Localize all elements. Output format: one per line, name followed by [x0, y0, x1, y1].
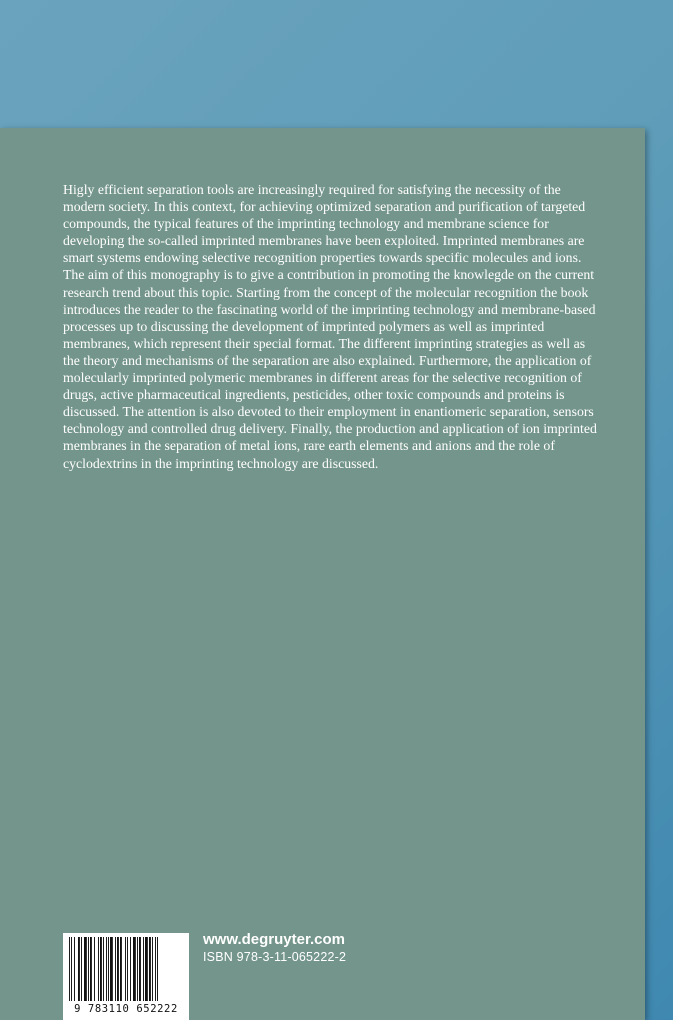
- barcode-bar: [84, 937, 87, 1001]
- back-cover: [0, 128, 645, 1020]
- barcode-bar: [145, 937, 148, 1001]
- isbn-number: ISBN 978-3-11-065222-2: [203, 950, 347, 964]
- barcode-bar: [130, 937, 131, 1001]
- barcode-bar: [157, 937, 158, 1001]
- barcode-bar: [106, 937, 107, 1001]
- barcode-bar: [155, 937, 156, 1001]
- barcode-bar: [117, 937, 119, 1001]
- barcode-bar: [137, 937, 138, 1001]
- barcode-bar: [115, 937, 116, 1001]
- barcode-bar: [90, 937, 92, 1001]
- barcode-bar: [69, 937, 70, 1001]
- barcode-bar: [108, 937, 109, 1001]
- barcode-bar: [120, 937, 122, 1001]
- cover-blurb: Higly efficient separation tools are increasingly required for satisfying the necessity of the modern society. In this context, for achieving optimized separation and purification of targeted compounds, the typical features of the imprinting technology and membrane science for developing the so-called imprinted membranes have been exploited. Imprinted membranes are smart systems endowing selective recognition properties towards specific molecules and ions. The aim of this monography is to give a contribution in promoting the knowlegde on the current research trend about this topic. Starting from the concept of the molecular recognition the book introduces the reader to the fascinating world of the imprinting technology and membrane-based processes up to discussing the development of imprinted polymers as well as imprinted membranes, which represent their special format. The different imprinting strategies as well as the theory and mechanisms of the separation are also explained. Furthermore, the application of molecularly imprinted polymeric membranes in different areas for the selective recognition of drugs, active pharmaceutical ingredients, pesticides, other toxic compounds and proteins is discussed. The attention is also devoted to their employment in enantiomeric separation, sensors technology and controlled drug delivery. Finally, the production and application of ion imprinted membranes in the separation of metal ions, rare earth elements and anions and the role of cyclodextrins in the imprinting technology are discussed.: [63, 182, 597, 471]
- barcode-bar: [139, 937, 141, 1001]
- barcode-bar: [74, 937, 75, 1001]
- barcode-bar: [100, 937, 102, 1001]
- barcode-bar: [88, 937, 89, 1001]
- barcode-bar: [125, 937, 126, 1001]
- barcode-icon: [69, 937, 183, 1001]
- barcode-digits: 9 783110 652222: [74, 1003, 178, 1015]
- barcode-bar: [71, 937, 72, 1001]
- barcode-bar: [133, 937, 136, 1001]
- barcode-bar: [110, 937, 113, 1001]
- barcode-bar: [98, 937, 99, 1001]
- barcode-bar: [94, 937, 95, 1001]
- publisher-url[interactable]: www.degruyter.com: [203, 931, 345, 948]
- barcode-bar: [81, 937, 82, 1001]
- barcode-bar: [149, 937, 151, 1001]
- barcode-bar: [127, 937, 128, 1001]
- barcode-bar: [103, 937, 104, 1001]
- barcode-bar: [152, 937, 153, 1001]
- barcode: [63, 933, 189, 1020]
- barcode-bar: [78, 937, 80, 1001]
- barcode-bar: [143, 937, 144, 1001]
